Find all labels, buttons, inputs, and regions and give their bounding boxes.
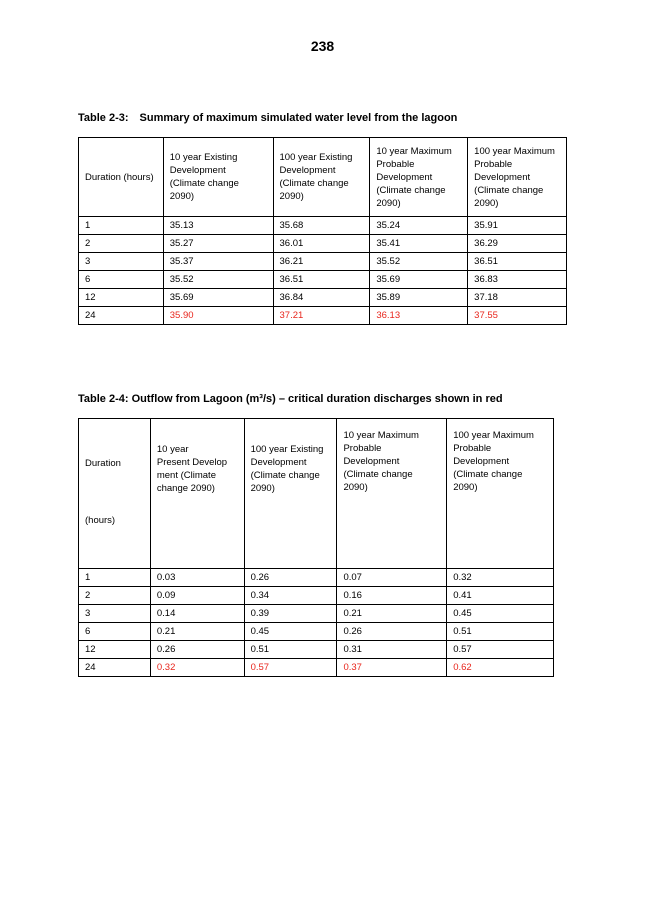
column-header-duration: Duration (hours) bbox=[79, 138, 164, 217]
value-cell: 35.52 bbox=[370, 253, 468, 271]
critical-duration-row bbox=[79, 307, 567, 325]
duration-cell: 24 bbox=[79, 307, 164, 325]
table-2-3-caption-text: Summary of maximum simulated water level from the lagoon bbox=[139, 112, 458, 124]
value-cell: 35.68 bbox=[273, 217, 370, 235]
value-cell: 0.26 bbox=[150, 641, 244, 659]
value-cell: 0.16 bbox=[337, 587, 447, 605]
value-cell: 36.51 bbox=[468, 253, 567, 271]
value-cell: 0.34 bbox=[244, 587, 337, 605]
duration-cell: 2 bbox=[79, 235, 164, 253]
column-header-100yr-existing: 100 year Existing Development (Climate change 2090) bbox=[273, 138, 370, 217]
duration-cell: 12 bbox=[79, 641, 151, 659]
value-cell: 0.31 bbox=[337, 641, 447, 659]
value-cell: 36.84 bbox=[273, 289, 370, 307]
value-cell: 0.26 bbox=[244, 569, 337, 587]
critical-value-cell: 0.32 bbox=[150, 659, 244, 677]
value-cell: 0.57 bbox=[447, 641, 554, 659]
value-cell: 35.89 bbox=[370, 289, 468, 307]
value-cell: 0.32 bbox=[447, 569, 554, 587]
value-cell: 35.69 bbox=[370, 271, 468, 289]
table-row bbox=[79, 641, 554, 659]
value-cell: 0.51 bbox=[447, 623, 554, 641]
value-cell: 35.91 bbox=[468, 217, 567, 235]
duration-cell: 1 bbox=[79, 217, 164, 235]
column-header-10yr-present: 10 year Present Develop ment (Climate change 2090) bbox=[150, 419, 244, 569]
critical-value-cell: 0.57 bbox=[244, 659, 337, 677]
table-2-3-caption-label: Table 2-3: bbox=[78, 112, 129, 124]
value-cell: 36.21 bbox=[273, 253, 370, 271]
table-row bbox=[79, 271, 567, 289]
value-cell: 0.45 bbox=[447, 605, 554, 623]
value-cell: 37.18 bbox=[468, 289, 567, 307]
value-cell: 0.51 bbox=[244, 641, 337, 659]
page-number: 238 bbox=[310, 38, 335, 54]
table-row bbox=[79, 217, 567, 235]
table-2-3-caption bbox=[78, 112, 457, 124]
value-cell: 0.45 bbox=[244, 623, 337, 641]
critical-value-cell: 36.13 bbox=[370, 307, 468, 325]
table-row bbox=[79, 587, 554, 605]
value-cell: 36.01 bbox=[273, 235, 370, 253]
value-cell: 0.14 bbox=[150, 605, 244, 623]
value-cell: 36.83 bbox=[468, 271, 567, 289]
value-cell: 36.29 bbox=[468, 235, 567, 253]
duration-units-label: (hours) bbox=[85, 515, 116, 526]
value-cell: 35.24 bbox=[370, 217, 468, 235]
duration-cell: 3 bbox=[79, 253, 164, 271]
value-cell: 35.37 bbox=[163, 253, 273, 271]
column-header-100yr-max-probable: 100 year Maximum Probable Development (Climate change 2090) bbox=[468, 138, 567, 217]
lagoon-outflow-table bbox=[78, 418, 554, 677]
column-header-10yr-max-probable: 10 year Maximum Probable Development (Climate change 2090) bbox=[370, 138, 468, 217]
duration-cell: 12 bbox=[79, 289, 164, 307]
critical-value-cell: 0.62 bbox=[447, 659, 554, 677]
column-header-100yr-max-probable: 100 year Maximum Probable Development (Climate change 2090) bbox=[447, 419, 554, 569]
value-cell: 36.51 bbox=[273, 271, 370, 289]
table-2-4-caption: Table 2-4: Outflow from Lagoon (m³/s) – critical duration discharges shown in red bbox=[78, 393, 503, 405]
value-cell: 35.41 bbox=[370, 235, 468, 253]
column-header-10yr-max-probable: 10 year Maximum Probable Development (Climate change 2090) bbox=[337, 419, 447, 569]
value-cell: 35.27 bbox=[163, 235, 273, 253]
critical-duration-row bbox=[79, 659, 554, 677]
table-row bbox=[79, 623, 554, 641]
value-cell: 0.09 bbox=[150, 587, 244, 605]
value-cell: 35.52 bbox=[163, 271, 273, 289]
table-row bbox=[79, 605, 554, 623]
value-cell: 0.03 bbox=[150, 569, 244, 587]
column-header-duration bbox=[79, 419, 151, 569]
value-cell: 0.21 bbox=[150, 623, 244, 641]
value-cell: 0.41 bbox=[447, 587, 554, 605]
table-row bbox=[79, 569, 554, 587]
value-cell: 0.39 bbox=[244, 605, 337, 623]
column-header-100yr-existing: 100 year Existing Development (Climate change 2090) bbox=[244, 419, 337, 569]
value-cell: 0.21 bbox=[337, 605, 447, 623]
value-cell: 0.26 bbox=[337, 623, 447, 641]
duration-cell: 2 bbox=[79, 587, 151, 605]
table-row bbox=[79, 235, 567, 253]
critical-value-cell: 37.21 bbox=[273, 307, 370, 325]
duration-cell: 1 bbox=[79, 569, 151, 587]
value-cell: 0.07 bbox=[337, 569, 447, 587]
value-cell: 35.69 bbox=[163, 289, 273, 307]
duration-cell: 6 bbox=[79, 623, 151, 641]
table-row bbox=[79, 253, 567, 271]
table-header-row bbox=[79, 419, 554, 569]
table-header-row bbox=[79, 138, 567, 217]
critical-value-cell: 35.90 bbox=[163, 307, 273, 325]
duration-cell: 3 bbox=[79, 605, 151, 623]
table-row bbox=[79, 289, 567, 307]
duration-cell: 24 bbox=[79, 659, 151, 677]
column-header-10yr-existing: 10 year Existing Development (Climate change 2090) bbox=[163, 138, 273, 217]
duration-label: Duration bbox=[85, 458, 121, 469]
duration-cell: 6 bbox=[79, 271, 164, 289]
water-level-table bbox=[78, 137, 567, 325]
critical-value-cell: 37.55 bbox=[468, 307, 567, 325]
critical-value-cell: 0.37 bbox=[337, 659, 447, 677]
value-cell: 35.13 bbox=[163, 217, 273, 235]
